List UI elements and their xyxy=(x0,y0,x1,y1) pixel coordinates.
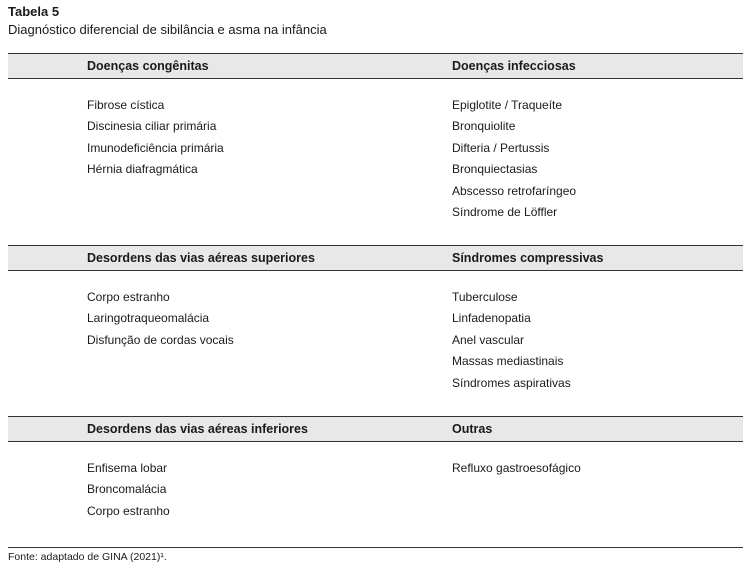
header-outras: Outras xyxy=(452,422,493,436)
list-vias-aereas-inferiores xyxy=(87,458,170,522)
list-sindromes-compressivas xyxy=(452,287,571,394)
list-item: Bronquiectasias xyxy=(452,162,538,177)
table-label: Tabela 5 xyxy=(8,4,60,19)
list-item: Difteria / Pertussis xyxy=(452,140,550,155)
header-vias-aereas-superiores: Desordens das vias aéreas superiores xyxy=(87,251,315,265)
list-item: Corpo estranho xyxy=(87,503,170,518)
list-item: Síndrome de Löffler xyxy=(452,205,558,220)
list-item: Fibrose cística xyxy=(87,98,165,112)
list-item: Hérnia diafragmática xyxy=(87,162,198,177)
section-header-upper-airway-compressive xyxy=(8,245,743,271)
list-item: Massas mediastinais xyxy=(452,354,564,369)
list-item: Epiglotite / Traqueíte xyxy=(452,98,563,112)
header-sindromes-compressivas: Síndromes compressivas xyxy=(452,251,604,265)
list-item: Disfunção de cordas vocais xyxy=(87,332,234,347)
list-vias-aereas-superiores xyxy=(87,287,234,351)
list-item: Imunodeficiência primária xyxy=(87,140,224,155)
list-item: Linfadenopatia xyxy=(452,311,531,326)
list-item: Síndromes aspirativas xyxy=(452,375,571,390)
table-caption: Diagnóstico diferencial de sibilância e asma na infância xyxy=(8,22,327,37)
list-item: Tuberculose xyxy=(452,290,518,304)
list-item: Corpo estranho xyxy=(87,290,170,304)
list-item: Discinesia ciliar primária xyxy=(87,119,217,134)
list-item: Refluxo gastroesofágico xyxy=(452,461,581,475)
list-item: Broncomalácia xyxy=(87,482,167,497)
list-outras xyxy=(452,458,581,479)
section-header-congenital-infectious xyxy=(8,53,743,79)
source-footnote: Fonte: adaptado de GINA (2021)¹. xyxy=(8,551,167,563)
section-header-lower-airway-others xyxy=(8,416,743,442)
list-item: Enfisema lobar xyxy=(87,461,168,475)
header-doencas-congenitas: Doenças congênitas xyxy=(87,59,209,73)
list-doencas-infecciosas xyxy=(452,95,576,223)
header-vias-aereas-inferiores: Desordens das vias aéreas inferiores xyxy=(87,422,308,436)
list-item: Anel vascular xyxy=(452,332,525,347)
list-item: Laringotraqueomalácia xyxy=(87,311,210,326)
footer-divider xyxy=(8,547,743,548)
list-item: Bronquiolite xyxy=(452,119,516,134)
list-doencas-congenitas xyxy=(87,95,224,181)
header-doencas-infecciosas: Doenças infecciosas xyxy=(452,59,576,73)
list-item: Abscesso retrofaríngeo xyxy=(452,183,577,198)
